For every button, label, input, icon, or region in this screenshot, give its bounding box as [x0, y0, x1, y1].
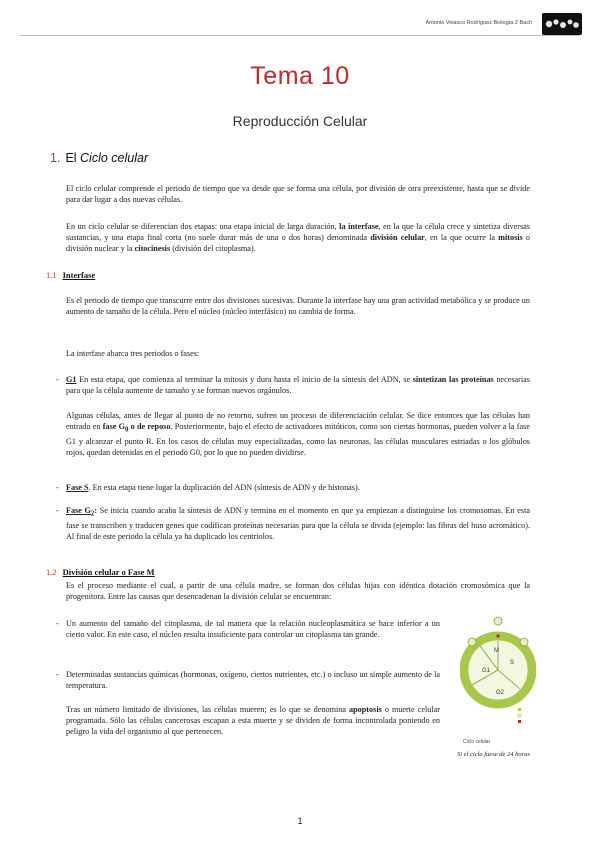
mitosis-cell-icon	[494, 617, 502, 625]
phase-label-s: S	[510, 660, 515, 666]
paragraph-g0	[66, 410, 530, 458]
term-citocinesis: citocinesis	[134, 244, 171, 254]
paragraph-causa-sustancias: Determinadas sustancias químicas (hormonas, oxígeno, ciertos nutrientes, etc.) o incluso un simple aumento de la temperatura.	[66, 670, 440, 691]
phase-label-m: M	[494, 648, 499, 654]
paragraph-ciclo-definition: El ciclo celular comprende el periodo de tiempo que va desde que se forma una célula, por división de otra preexistente, hasta que se divide para dar lugar a dos nuevas células.	[66, 184, 530, 205]
header-logo-image	[542, 13, 582, 35]
section-1-number: 1.	[50, 151, 61, 165]
label-fase-s: Fase S	[66, 483, 89, 492]
paragraph-interfase-definition: Es el periodo de tiempo que transcurre entre dos divisiones sucesivas. Durante la interfase hay una gran actividad metabólica y se produce un aumento de tamaño de la célula. Pero el núcleo (núcleo interfásico) no cambia de forma.	[66, 296, 530, 317]
text-run: . Posteriormente, bajo el efecto de activadores mitóticos, como son ciertas hormonas, pueden volver a la fase G1 y alcanzar el punto R. En los casos de células muy especializadas, como las neuronas, las células musculares estriadas o los glóbulos rojos, quedan detenidas en el periodo G0, por lo que no pueden dividirse.	[66, 422, 530, 458]
text-run: En esta etapa, que comienza al terminar la mitosis y dura hasta el inicio de la síntesis del ADN, se	[76, 375, 413, 384]
text-run: o muerte celular programada. Sólo las células cancerosas escapan a esta muerte y se dividen de forma incontrolada poniendo en peligro la vida del organismo al que pertenecen.	[66, 705, 440, 737]
page-title: Tema 10	[250, 62, 350, 90]
header-divider	[20, 35, 580, 36]
paragraph-causa-citoplasma: Un aumento del tamaño del citoplasma, de tal manera que la relación nucleoplasmática se hace inferior a un cierto valor. En este caso, el núcleo resulta insuficiente para controlar un citoplasma tan grande.	[66, 619, 440, 640]
bullet-g2: -	[56, 506, 59, 515]
label-colon: :	[94, 506, 98, 515]
mitosis-cell-icon	[520, 638, 528, 646]
page-number: 1	[297, 816, 303, 826]
bullet-causa-1: -	[56, 619, 59, 628]
figure-caption: Si el ciclo fuese de 24 horas	[457, 751, 530, 758]
term-apoptosis: apoptosis	[349, 705, 382, 714]
subscript: 2	[90, 510, 95, 518]
label-g1: G1	[66, 375, 77, 384]
figure-label: Ciclo celular	[463, 739, 491, 745]
paragraph-ciclo-etapas	[66, 221, 530, 255]
subscript: 0	[125, 426, 129, 434]
text-run: (división del citoplasma).	[170, 244, 256, 254]
section-1-1-number: 1.1	[46, 270, 57, 280]
label-fase-g2: Fase G	[66, 506, 91, 515]
paragraph-fase-s	[66, 482, 530, 493]
paragraph-apoptosis	[66, 704, 440, 738]
phase-label-g2: G2	[496, 690, 505, 696]
term-sintetizan-proteinas: sintetizan las proteínas	[412, 375, 494, 384]
text-run: , en la que la célula crece y sintetiza diversas sustancias, y una etapa final corta (no suele durar más de una o dos horas) denominada	[66, 222, 530, 243]
text-run: Se inicia cuando acaba la síntesis de ADN y termina en el momento en que ya empiezan a distinguirse los cromosomas. En esta fase se transcriben y traducen genes que codifican proteínas necesarias para que la célula se divida (ejemplo: las fibras del huso acromático). Al final de este periodo la célula ya ha duplicado los centriolos.	[66, 506, 530, 542]
bullet-causa-2: -	[56, 670, 59, 679]
term-interfase: la interfase	[339, 222, 379, 231]
legend-marker	[518, 714, 521, 717]
term-mitosis: mitosis	[498, 233, 523, 243]
cell-cycle-figure	[460, 612, 536, 734]
header-author: Antonio Velasco Rodríguez Biología 2 Bach	[425, 20, 532, 26]
section-1-1-title: Interfase	[62, 270, 96, 280]
text-run: necesarias para que la célula aumente de tamaño y se forman nuevos orgánulos.	[66, 375, 530, 396]
section-1-2-title: División celular o Fase M	[62, 567, 155, 577]
checkpoint-mark	[496, 634, 499, 637]
section-1-title-a: El	[65, 151, 81, 165]
section-1-2-heading	[46, 567, 155, 577]
page-subtitle: Reproducción Celular	[232, 113, 368, 129]
paragraph-division-definition: Es el proceso mediante el cual, a partir de una célula madre, se forman dos células hijas con idéntica dotación cromosómica que la progenitora. Entre las causas que desencadenan la división celular se encuentran:	[66, 581, 530, 602]
text-run: En un ciclo celular se diferencian dos etapas: una etapa inicial de larga duración,	[66, 222, 340, 231]
text-run: Algunas células, antes de llegar al punto de no retorno, sufren un proceso de diferenciación celular. Se dice entonces que las células han entrado en	[66, 411, 530, 432]
section-1-title-b: Ciclo celular	[80, 151, 149, 165]
paragraph-interfase-fases: La interfase abarca tres periodos o fases:	[66, 349, 200, 358]
text-run: Tras un número limitado de divisiones, las células mueren; es lo que se denomina	[66, 705, 350, 714]
bullet-s: -	[56, 483, 59, 492]
term-reposo: o de reposo	[128, 422, 171, 432]
paragraph-fase-g2	[66, 505, 530, 542]
bullet-g1: -	[56, 375, 59, 384]
text-run: , en la que ocurre la	[424, 233, 499, 243]
section-1-1-heading	[46, 270, 95, 280]
legend-marker	[518, 708, 521, 711]
phase-label-g1: G1	[482, 668, 491, 674]
term-fase-g0: fase G	[102, 422, 125, 432]
legend-marker	[518, 720, 521, 723]
section-1-heading	[50, 151, 148, 165]
paragraph-g1	[66, 374, 530, 396]
term-division-celular: división celular	[370, 233, 425, 243]
section-1-2-number: 1.2	[46, 567, 57, 577]
text-run: o división nuclear y la	[66, 233, 530, 254]
text-run: . En esta etapa tiene lugar la duplicación del ADN (síntesis de ADN y de histonas).	[88, 483, 360, 492]
mitosis-cell-icon	[468, 638, 476, 646]
